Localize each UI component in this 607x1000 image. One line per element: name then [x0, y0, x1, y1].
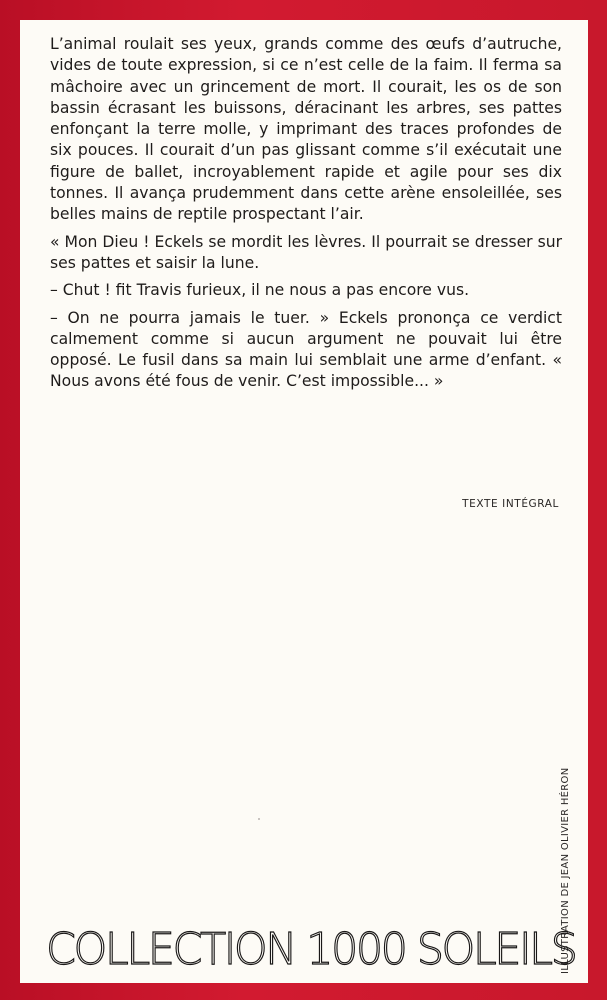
text-panel — [20, 20, 588, 983]
illustration-credit: ILLUSTRATION DE JEAN OLIVIER HÉRON — [560, 767, 571, 974]
print-speck — [258, 818, 260, 820]
book-excerpt — [50, 34, 562, 399]
excerpt-paragraph-1: L’animal roulait ses yeux, grands comme des œufs d’autruche, vides de toute expression, si ce n’est celle de la faim. Il ferma sa mâchoire avec un grincement de mort. Il courait, les os de son bassin écrasant les buissons, déracinant les arbres, ses pattes enfonçant la terre molle, y imprimant des traces profondes de six pouces. Il courait d’un pas glissant comme s’il exécutait une figure de ballet, incroyablement rapide et agile pour ses dix tonnes. Il avança prudemment dans cette arène ensoleillée, ses belles mains de reptile prospectant l’air. — [50, 35, 562, 224]
excerpt-paragraph-2: « Mon Dieu ! Eckels se mordit les lèvres. Il pourrait se dresser sur ses pattes et saisir la lune. — [50, 232, 562, 272]
edition-note: TEXTE INTÉGRAL — [462, 498, 559, 510]
collection-title: COLLECTION 1000 SOLEILS — [46, 924, 576, 976]
excerpt-paragraph-3: – Chut ! fit Travis furieux, il ne nous a pas encore vus. — [50, 281, 470, 300]
excerpt-paragraph-4: – On ne pourra jamais le tuer. » Eckels prononça ce verdict calmement comme si aucun argument ne pouvait lui être opposé. Le fusil dans sa main lui semblait une arme d’enfant. « Nous avons été fous de venir. C’est impossible... » — [50, 308, 562, 391]
